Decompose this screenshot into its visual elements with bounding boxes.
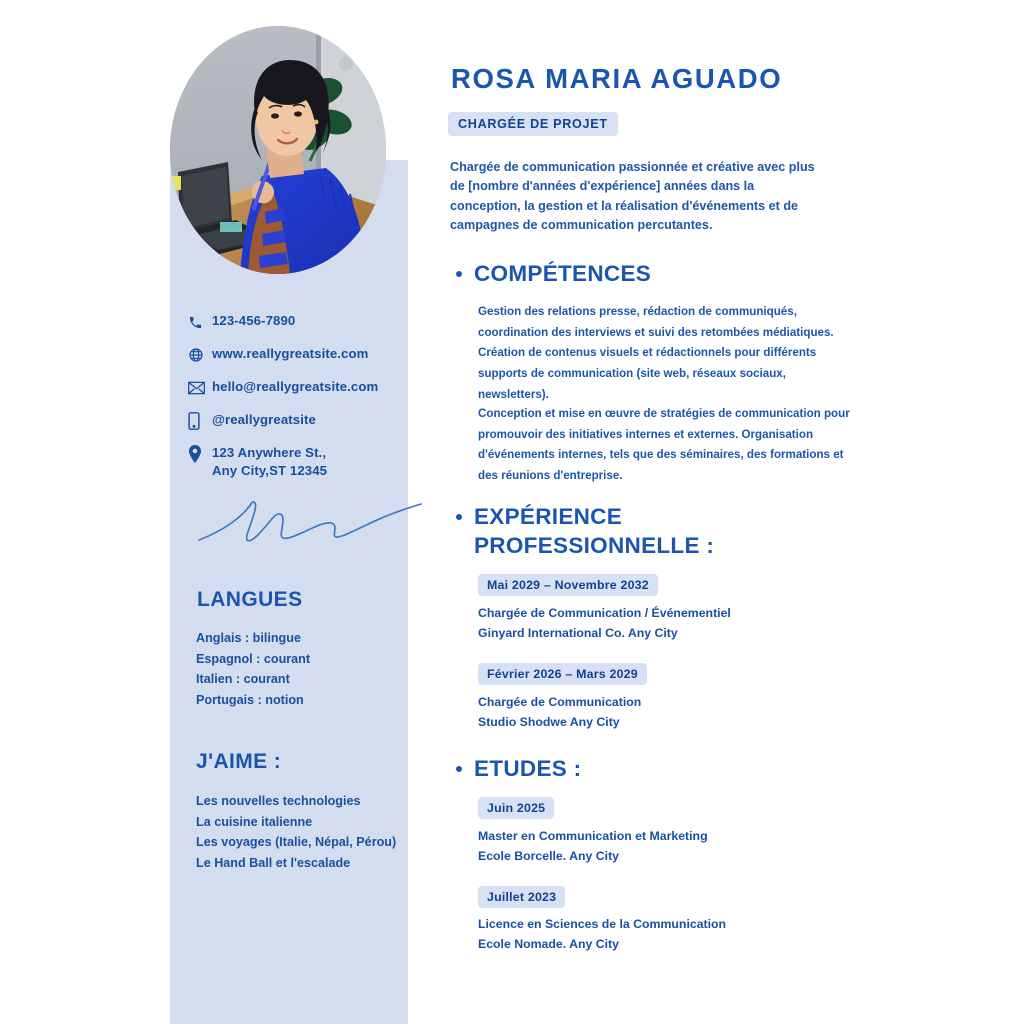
mobile-icon — [188, 412, 212, 430]
bullet-icon — [456, 271, 462, 277]
language-item: Portugais : notion — [196, 692, 304, 707]
skills-paragraph: Conception et mise en œuvre de stratégies de communication pour promouvoir des initiatives internes et externes. Organisation d'événements internes, tels que des séminaires, des formations et des réunions d'entreprise. — [478, 407, 850, 482]
interest-item: Les nouvelles technologies — [196, 794, 361, 808]
experience-entry — [478, 604, 731, 643]
contact-website-value: www.reallygreatsite.com — [212, 346, 369, 361]
language-item: Italien : courant — [196, 672, 290, 687]
contact-social-value: @reallygreatsite — [212, 412, 316, 427]
contact-email-value: hello@reallygreatsite.com — [212, 379, 379, 394]
main-column — [448, 0, 1008, 1024]
signature-mark — [195, 498, 425, 554]
education-school: Ecole Borcelle. Any City — [478, 848, 620, 863]
interest-item: La cuisine italienne — [196, 814, 313, 829]
education-school: Ecole Nomade. Any City — [478, 936, 619, 951]
languages-list — [196, 628, 310, 710]
section-header-experience — [456, 503, 714, 561]
phone-icon — [188, 313, 212, 331]
section-header-education — [456, 755, 581, 784]
contact-item-email[interactable] — [188, 378, 418, 397]
language-item: Anglais : bilingue — [196, 631, 301, 645]
globe-icon — [188, 346, 212, 364]
bullet-icon — [456, 766, 462, 772]
interest-item: Le Hand Ball et l'escalade — [196, 855, 351, 870]
experience-title-line-1: EXPÉRIENCE — [474, 504, 623, 529]
avatar — [170, 26, 386, 274]
education-degree: Master en Communication et Marketing — [478, 829, 708, 843]
contact-item-phone[interactable] — [188, 312, 418, 331]
role-badge: CHARGÉE DE PROJET — [448, 112, 618, 136]
address-line-1: 123 Anywhere St., — [212, 445, 327, 460]
portrait-photo-illustration — [170, 26, 386, 274]
experience-title — [474, 503, 714, 561]
address-line-2: Any City,ST 12345 — [212, 462, 328, 478]
signature-squiggle-icon — [195, 498, 425, 554]
page-title: ROSA MARIA AGUADO — [451, 63, 783, 94]
experience-entry — [478, 693, 641, 732]
contact-address-value — [212, 444, 327, 479]
contact-item-website[interactable] — [188, 345, 418, 364]
education-date-badge: Juin 2025 — [478, 797, 554, 819]
contact-item-social[interactable] — [188, 411, 418, 430]
contact-list — [188, 312, 418, 493]
experience-date-badge: Mai 2029 – Novembre 2032 — [478, 574, 658, 596]
education-date-badge: Juillet 2023 — [478, 886, 565, 908]
education-degree: Licence en Sciences de la Communication — [478, 917, 727, 931]
skills-paragraph: Gestion des relations presse, rédaction de communiqués, coordination des interviews et suivi des retombées médiatiques. Création de contenus visuels et rédactionnels pour différents supports de communication (site web, réseaux sociaux, newsletters). — [478, 305, 834, 401]
location-pin-icon — [188, 445, 212, 463]
contact-phone-value: 123-456-7890 — [212, 313, 296, 328]
interests-list — [196, 791, 396, 873]
bullet-icon — [456, 514, 462, 520]
education-entry — [478, 915, 726, 954]
experience-title-line-2: PROFESSIONNELLE : — [474, 532, 715, 558]
experience-company: Ginyard International Co. Any City — [478, 625, 678, 640]
section-header-skills — [456, 260, 651, 289]
experience-role: Chargée de Communication — [478, 695, 642, 709]
experience-company: Studio Shodwe Any City — [478, 714, 620, 729]
envelope-icon — [188, 379, 212, 397]
experience-role: Chargée de Communication / Événementiel — [478, 606, 731, 620]
skills-title: COMPÉTENCES — [474, 261, 652, 286]
education-entry — [478, 827, 708, 866]
language-item: Espagnol : courant — [196, 651, 311, 666]
contact-item-address[interactable] — [188, 444, 418, 479]
interests-title: J'AIME : — [196, 750, 282, 773]
languages-title: LANGUES — [197, 588, 303, 611]
experience-date-badge: Février 2026 – Mars 2029 — [478, 663, 647, 685]
education-title: ETUDES : — [474, 756, 582, 781]
profile-summary: Chargée de communication passionnée et créative avec plus de [nombre d'années d'expérience] années dans la conception, la gestion et la réalisation d'événements et de campagnes de communication percutantes. — [450, 160, 815, 232]
interest-item: Les voyages (Italie, Népal, Pérou) — [196, 835, 397, 850]
